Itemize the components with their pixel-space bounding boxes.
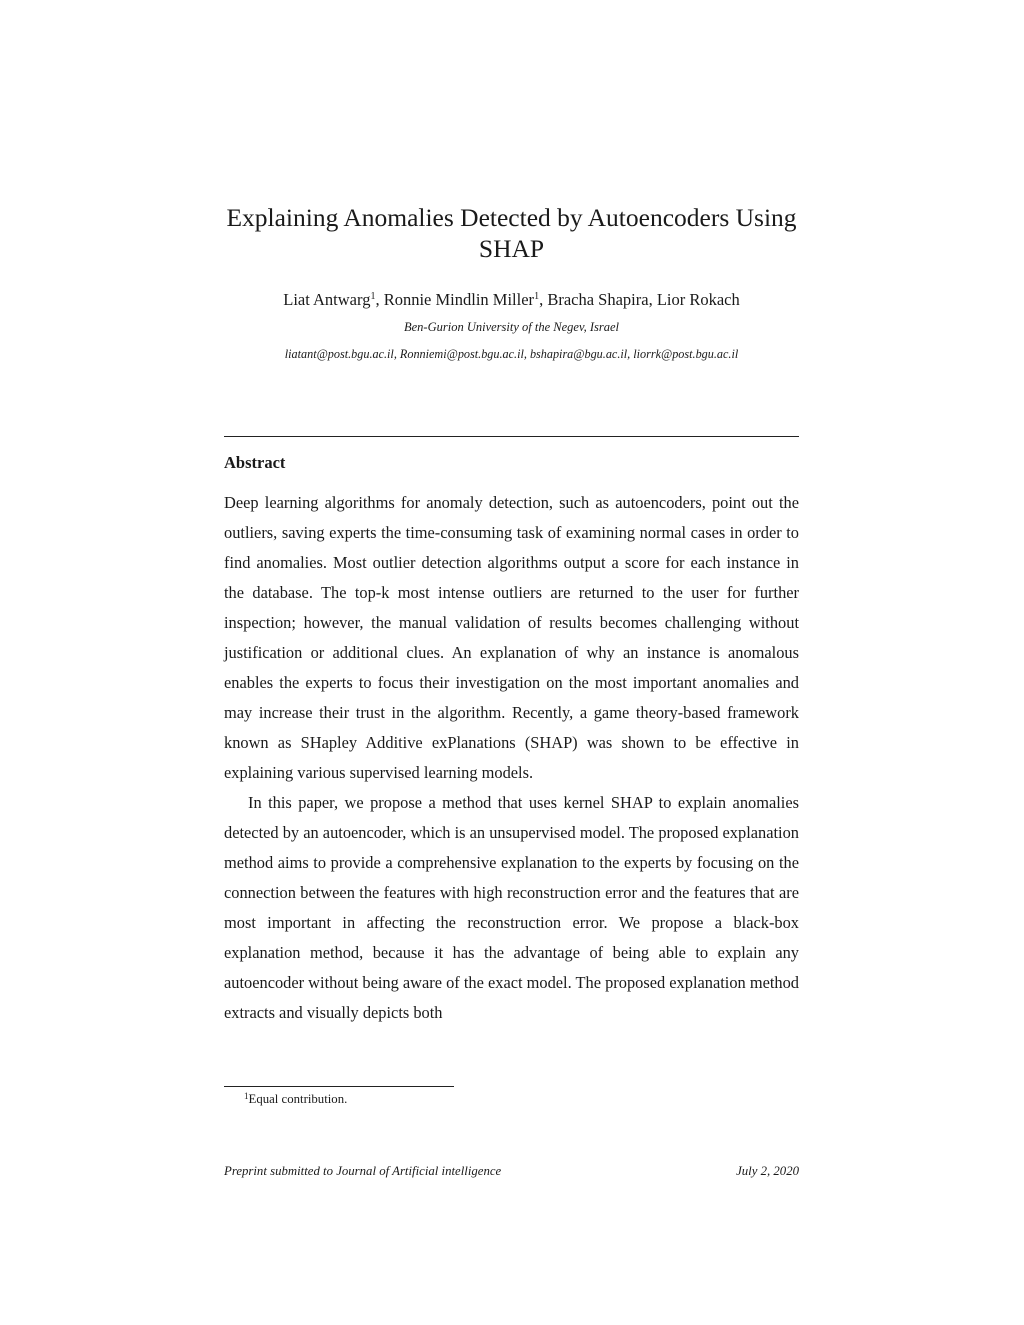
paper-title: Explaining Anomalies Detected by Autoencoders Using SHAP [226,203,797,263]
author-footnote-mark: 1 [370,291,376,302]
affiliation: Ben-Gurion University of the Negev, Israel [404,320,619,334]
author-emails: liatant@post.bgu.ac.il, Ronniemi@post.bgu.ac.il, bshapira@bgu.ac.il, liorrk@post.bgu.ac.il [284,347,739,361]
header-divider [224,436,799,437]
author-list [224,289,799,311]
footnote-divider [224,1086,454,1087]
author-name: Liat Antwarg [283,290,371,309]
footnote-mark: 1 [244,1091,249,1101]
abstract-heading: Abstract [224,453,286,472]
author-separator: , [648,290,657,309]
author-name: Ronnie Mindlin Miller [383,290,535,309]
abstract-body [224,488,799,1028]
author-name: Bracha Shapira [547,290,649,309]
abstract-paragraph: Deep learning algorithms for anomaly detection, such as autoencoders, point out the outliers, saving experts the time-consuming task of examining normal cases in order to find anomalies. Most outlier detection algorithms output a score for each instance in the database. The top-k most intense outliers are returned to the user for further inspection; however, the manual validation of results becomes challenging without justification or additional clues. An explanation of why an instance is anomalous enables the experts to focus their investigation on the most important anomalies and may increase their trust in the algorithm. Recently, a game theory-based framework known as SHapley Additive exPlanations (SHAP) was shown to be effective in explaining various supervised learning models. [224,493,799,782]
author-separator: , [539,290,548,309]
author-name: Lior Rokach [656,290,740,309]
author-separator: , [375,290,384,309]
author-footnote-mark: 1 [534,291,540,302]
preprint-date: July 2, 2020 [736,1164,799,1178]
footnote-text: Equal contribution. [248,1092,348,1106]
abstract-paragraph: In this paper, we propose a method that uses kernel SHAP to explain anomalies detected by an autoencoder, which is an unsupervised model. The proposed explanation method aims to provide a comprehensive explanation to the experts by focusing on the connection between the features with high reconstruction error and the features that are most important in affecting the reconstruction error. We propose a black-box explanation method, because it has the advantage of being able to explain any autoencoder without being aware of the exact model. The proposed explanation method extracts and visually depicts both [224,793,800,1022]
footnote [244,1090,347,1108]
paper-page [224,0,799,1325]
preprint-notice: Preprint submitted to Journal of Artificial intelligence [224,1164,502,1178]
